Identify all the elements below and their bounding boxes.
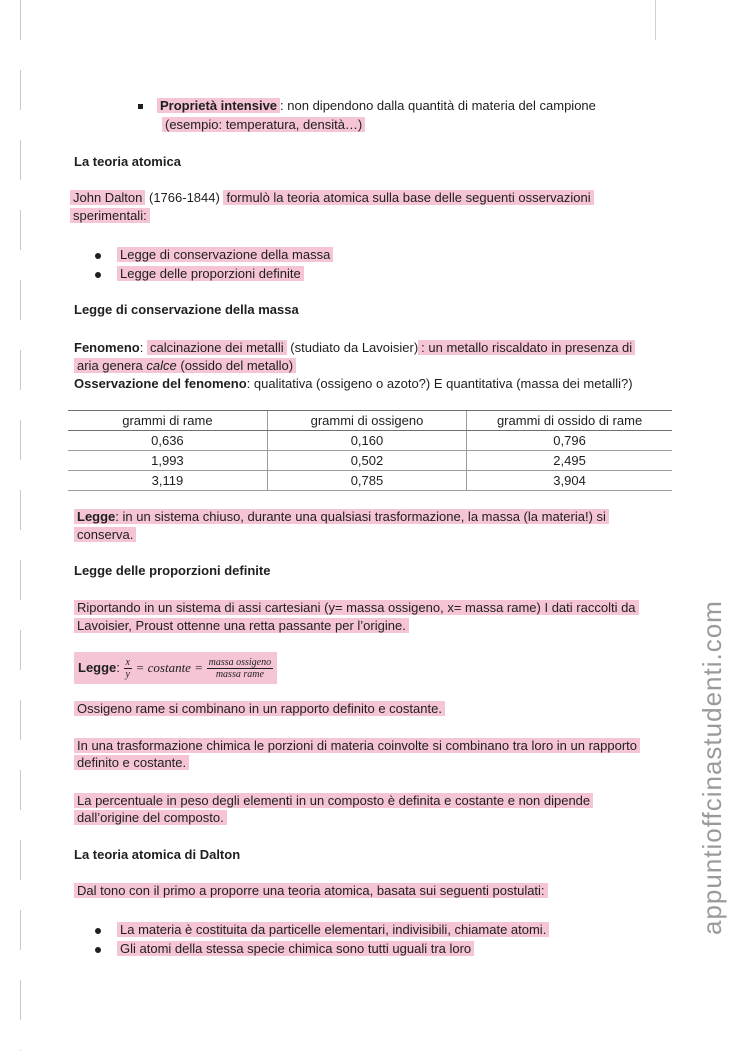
table-row [68, 431, 672, 451]
percentuale-line2: dall’origine del composto. [74, 809, 227, 826]
mass-fraction: $\frac{\text{massa ossigeno}}{\text{massa rame}}$ [208, 657, 272, 681]
table-cell: 2,495 [467, 451, 672, 471]
heading-dalton: La teoria atomica di Dalton [74, 847, 241, 862]
page-margin-line [20, 0, 21, 1051]
legge-proporzioni-formula: Legge: $\frac{x}{y}$ = costante = $\frac{\text{massa ossigeno}}{\text{massa rame}}$ [74, 652, 277, 684]
list-item: La materia è costituita da particelle elementari, indivisibili, chiamate atomi. [95, 921, 549, 938]
table-cell: 3,119 [68, 471, 267, 491]
watermark: appuntioffcinastudenti.com [697, 600, 727, 935]
page-top-mark [655, 0, 656, 40]
heading-proporzioni: Legge delle proporzioni definite [74, 563, 271, 578]
table-cell: 0,636 [68, 431, 267, 451]
bullet-icon [95, 947, 101, 953]
ratio-fraction: $\frac{x}{y}$ [125, 657, 130, 681]
square-bullet-icon [138, 104, 143, 109]
list-item: Legge delle proporzioni definite [95, 265, 304, 282]
heading-teoria-atomica: La teoria atomica [74, 154, 181, 169]
table-cell: 0,796 [467, 431, 672, 451]
table-cell: 0,502 [267, 451, 466, 471]
heading-conservazione: Legge di conservazione della massa [74, 302, 299, 317]
column-header: grammi di ossido di rame [467, 411, 672, 431]
table-row [68, 451, 672, 471]
legge-conservazione-line2: conserva. [74, 526, 136, 543]
dalton-primo-line: Dal tono con il primo a proporre una teoria atomica, basata sui seguenti postulati: [74, 882, 548, 899]
table-cell: 0,785 [267, 471, 466, 491]
fenomeno-line1: Fenomeno: calcinazione dei metalli (studiato da Lavoisier) : un metallo riscaldato in presenza di [74, 339, 635, 356]
table-row [68, 471, 672, 491]
dalton-intro-line2: sperimentali: [70, 207, 150, 224]
trasformazione-line1: In una trasformazione chimica le porzioni di materia coinvolte si combinano tra loro in un rapporto [74, 737, 640, 754]
bullet-icon [95, 928, 101, 934]
legge-conservazione: Legge: in un sistema chiuso, durante una qualsiasi trasformazione, la massa (la materia!) si [74, 508, 609, 525]
intensive-bullet: Proprietà intensive : non dipendono dalla quantità di materia del campione [138, 97, 596, 114]
column-header: grammi di rame [68, 411, 267, 431]
intensive-example: (esempio: temperatura, densità…) [162, 116, 365, 133]
list-item: Legge di conservazione della massa [95, 246, 333, 263]
ossigeno-rame-line: Ossigeno rame si combinano in un rapporto definito e costante. [74, 700, 445, 717]
table-cell: 3,904 [467, 471, 672, 491]
data-table [68, 410, 672, 491]
list-item: Gli atomi della stessa specie chimica sono tutti uguali tra loro [95, 940, 474, 957]
osservazione-line: Osservazione del fenomeno: qualitativa (ossigeno o azoto?) E quantitativa (massa dei metalli?) [74, 376, 633, 391]
proust-line1: Riportando in un sistema di assi cartesiani (y= massa ossigeno, x= massa rame) I dati raccolti da [74, 599, 639, 616]
table-cell: 0,160 [267, 431, 466, 451]
table-header-row [68, 411, 672, 431]
column-header: grammi di ossigeno [267, 411, 466, 431]
percentuale-line1: La percentuale in peso degli elementi in un composto è definita e costante e non dipende [74, 792, 593, 809]
proust-line2: Lavoisier, Proust ottenne una retta passante per l’origine. [74, 617, 409, 634]
fenomeno-line2: aria genera calce (ossido del metallo) [74, 357, 296, 374]
bullet-icon [95, 272, 101, 278]
table-cell: 1,993 [68, 451, 267, 471]
trasformazione-line2: definito e costante. [74, 754, 189, 771]
dalton-intro: John Dalton (1766-1844) formulò la teoria atomica sulla base delle seguenti osservazioni [70, 189, 594, 206]
bullet-icon [95, 253, 101, 259]
